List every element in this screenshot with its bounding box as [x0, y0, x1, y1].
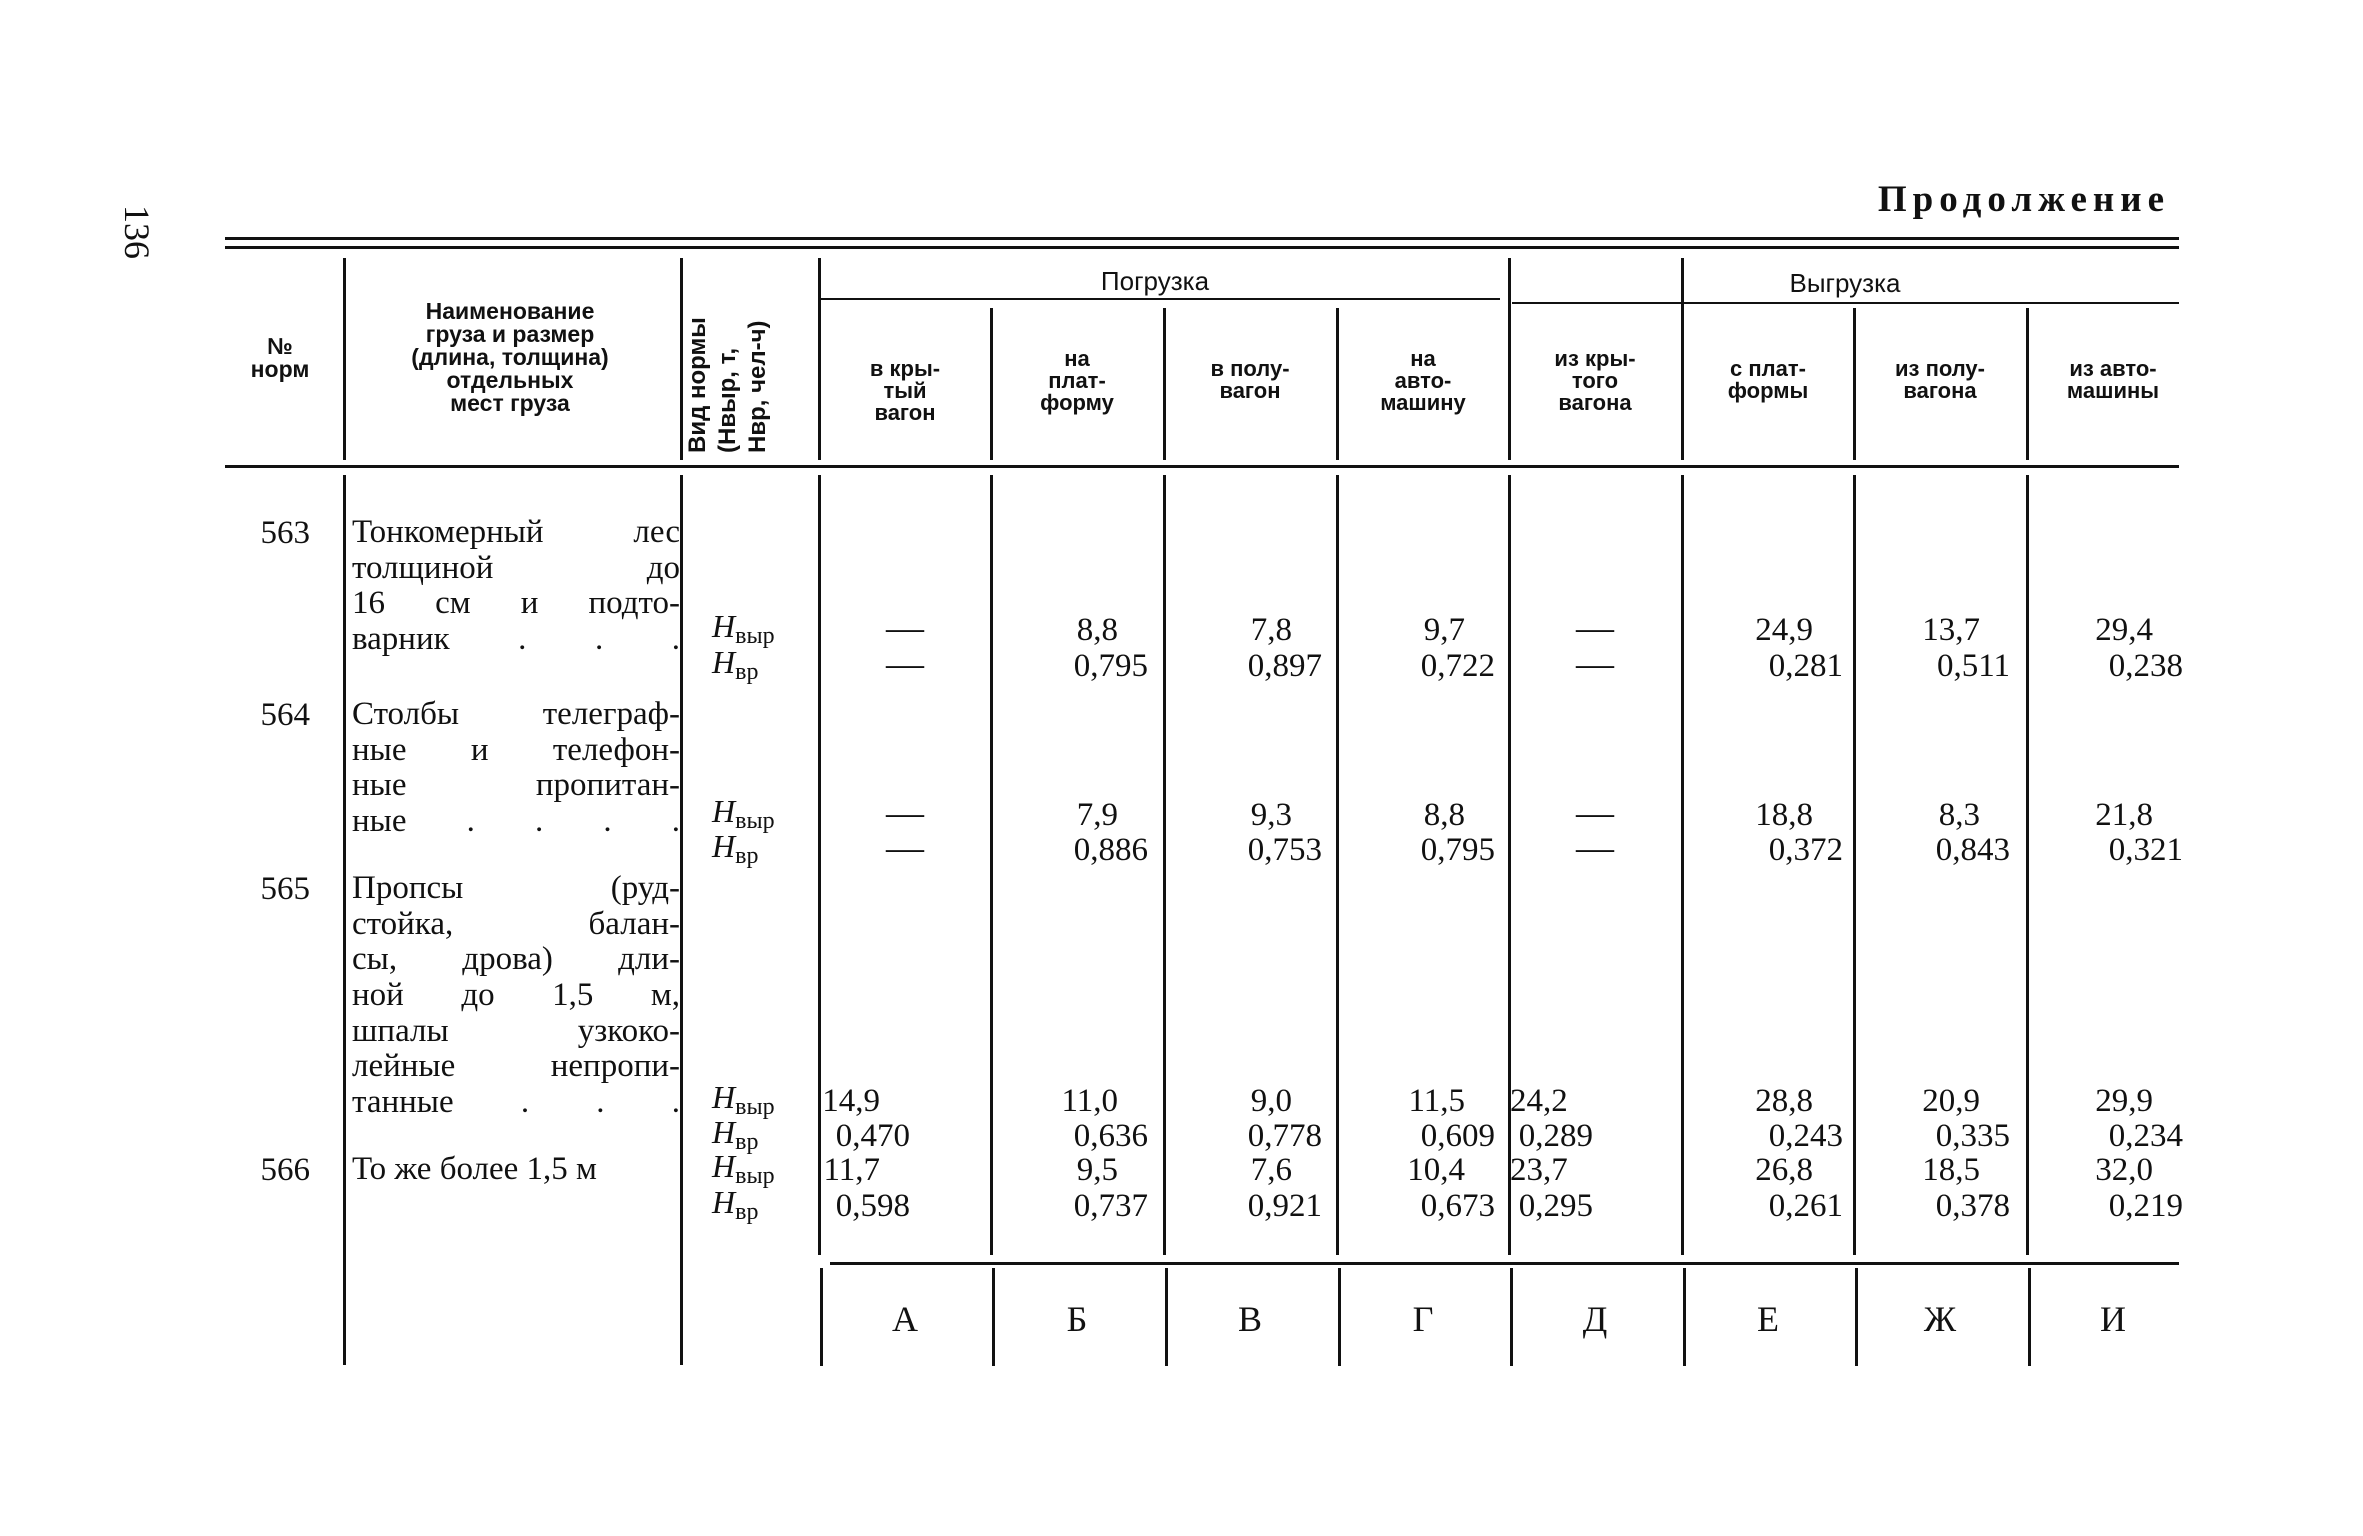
column-divider-8: [1681, 258, 1684, 460]
column-header-1: в кры- тый вагон: [869, 356, 941, 425]
norm-kind-time: $Н_{вр}$: [712, 828, 759, 869]
value-output: 26,8: [1755, 1152, 1813, 1188]
cargo-name-line: сы, дрова) дли-: [352, 941, 680, 978]
page-number: 136: [117, 205, 157, 259]
cargo-name: [352, 697, 680, 840]
value-time: 0,281: [1768, 648, 1843, 684]
column-divider-6: [1336, 308, 1339, 460]
value-time: 0,511: [1936, 648, 2010, 684]
group-divider: [1508, 258, 1511, 308]
header-unloading: Выгрузка: [1789, 268, 1901, 298]
norm-kind-time: $Н_{вр}$: [712, 644, 759, 685]
value-time: 0,737: [1073, 1188, 1148, 1224]
column-divider-4: [990, 308, 993, 460]
value-output: 28,8: [1755, 1083, 1813, 1119]
column-divider-2: [680, 258, 683, 460]
value-output: 7,8: [1250, 612, 1292, 648]
value-output: 32,0: [2095, 1152, 2153, 1188]
column-divider-footer-10: [2028, 1268, 2031, 1366]
group-rule-loading: [820, 298, 1500, 300]
value-output: 24,2: [1510, 1083, 1568, 1119]
top-rule-2: [225, 246, 2179, 249]
norm-kind-output: $Н_{выр}$: [712, 1148, 775, 1189]
value-output: 18,5: [1922, 1152, 1980, 1188]
cargo-name-line: ные пропитан-: [352, 767, 680, 804]
cargo-name-line: Столбы телеграф-: [352, 696, 680, 732]
value-output: 13,7: [1922, 612, 1980, 648]
norm-kind-output: $Н_{выр}$: [712, 1079, 775, 1120]
column-divider-footer-6: [1338, 1268, 1341, 1366]
value-time: 0,243: [1768, 1118, 1843, 1154]
column-header-4: на авто- машину: [1380, 346, 1466, 415]
column-letter: Г: [1412, 1299, 1434, 1339]
value-output: 7,9: [1076, 797, 1118, 833]
value-time: 0,778: [1247, 1118, 1322, 1154]
cargo-name-line: ные и телефон-: [352, 731, 680, 768]
value-output: 14,9: [822, 1083, 880, 1119]
value-output: 23,7: [1510, 1152, 1568, 1188]
value-dash: —: [1576, 607, 1614, 649]
column-divider-footer-5: [1165, 1268, 1168, 1366]
column-divider-5: [1163, 308, 1166, 460]
value-output: 9,0: [1250, 1083, 1292, 1119]
value-output: 7,6: [1250, 1152, 1292, 1188]
column-letter: Е: [1757, 1299, 1779, 1339]
column-divider-body-1: [343, 475, 346, 1365]
value-output: 9,3: [1250, 797, 1292, 833]
column-divider-footer-3: [820, 1268, 823, 1366]
value-output: 9,5: [1076, 1152, 1118, 1188]
cargo-name-line: стойка, балан-: [352, 905, 680, 942]
column-header-5: из кры- того вагона: [1554, 346, 1636, 415]
norm-number: 563: [260, 515, 310, 551]
value-time: 0,921: [1247, 1188, 1322, 1224]
value-output: 10,4: [1407, 1152, 1465, 1188]
column-header-7: из полу- вагона: [1895, 356, 1985, 403]
column-divider-footer-4: [992, 1268, 995, 1366]
column-divider-body-2: [680, 475, 683, 1365]
value-dash: —: [886, 643, 924, 685]
value-time: 0,219: [2108, 1188, 2183, 1224]
cargo-name-line: Тонкомерный лес: [352, 514, 680, 550]
value-output: 29,9: [2095, 1083, 2153, 1119]
header-bottom-rule: [225, 465, 2179, 468]
column-divider-3: [818, 258, 821, 460]
value-time: 0,234: [2108, 1118, 2183, 1154]
value-time: 0,470: [835, 1118, 910, 1154]
column-header-8: из авто- машины: [2066, 356, 2160, 403]
value-time: 0,673: [1420, 1188, 1495, 1224]
column-letter: В: [1237, 1299, 1262, 1339]
value-time: 0,843: [1935, 832, 2010, 868]
value-dash: —: [886, 827, 924, 869]
value-dash: —: [1576, 827, 1614, 869]
norm-kind-output: $Н_{выр}$: [712, 793, 775, 834]
cargo-name: [352, 515, 680, 658]
column-divider-footer-8: [1683, 1268, 1686, 1366]
cargo-name: [352, 871, 680, 1120]
norm-number: 565: [260, 871, 310, 907]
value-output: 24,9: [1755, 612, 1813, 648]
value-output: 21,8: [2095, 797, 2153, 833]
cargo-name-line: варник . . .: [352, 620, 680, 657]
value-output: 18,8: [1755, 797, 1813, 833]
column-divider-10: [2026, 308, 2029, 460]
value-output: 9,7: [1423, 612, 1465, 648]
value-time: 0,609: [1420, 1118, 1495, 1154]
header-no: № норм: [250, 333, 310, 382]
cargo-name-line: 16 см и подто-: [352, 585, 680, 622]
value-time: 0,335: [1935, 1118, 2010, 1154]
column-letter: А: [892, 1299, 918, 1339]
column-divider-7: [1508, 308, 1511, 460]
continuation-label: Продолжение: [1877, 179, 2170, 220]
top-rule: [225, 237, 2179, 240]
value-time: 0,372: [1768, 832, 1843, 868]
header-kind: Вид нормы (Нвыр, т, Нвр, чел-ч): [684, 317, 771, 453]
cargo-name-line: толщиной до: [352, 549, 680, 586]
column-divider-9: [1853, 308, 1856, 460]
value-dash: —: [886, 792, 924, 834]
value-time: 0,295: [1518, 1188, 1593, 1224]
column-header-6: с плат- формы: [1727, 356, 1809, 403]
footer-rule: [830, 1262, 2179, 1265]
column-letter: И: [2100, 1299, 2126, 1339]
value-output: 20,9: [1922, 1083, 1980, 1119]
value-time: 0,289: [1518, 1118, 1593, 1154]
cargo-name-line: ные . . . .: [352, 802, 680, 839]
value-output: 11,7: [823, 1152, 880, 1188]
value-output: 11,5: [1408, 1083, 1465, 1119]
header-loading: Погрузка: [1100, 266, 1210, 296]
value-dash: —: [1576, 792, 1614, 834]
value-time: 0,897: [1247, 648, 1322, 684]
cargo-name-line: То же более 1,5 м: [352, 1151, 597, 1187]
value-time: 0,722: [1420, 648, 1495, 684]
value-output: 8,3: [1938, 797, 1980, 833]
value-time: 0,636: [1073, 1118, 1148, 1154]
column-header-3: в полу- вагон: [1210, 356, 1290, 403]
header-name: Наименование груза и размер (длина, толщина) отдельных мест груза: [411, 298, 609, 416]
value-time: 0,261: [1768, 1188, 1843, 1224]
norm-kind-time: $Н_{вр}$: [712, 1184, 759, 1225]
column-divider-footer-7: [1510, 1268, 1513, 1366]
value-output: 29,4: [2095, 612, 2153, 648]
norm-kind-output: $Н_{выр}$: [712, 608, 775, 649]
norm-number: 564: [260, 697, 310, 733]
cargo-name-line: шпалы узкоко-: [352, 1012, 680, 1049]
value-time: 0,321: [2108, 832, 2183, 868]
norm-kind-time: $Н_{вр}$: [712, 1114, 759, 1155]
column-header-2: на плат- форму: [1040, 346, 1114, 415]
group-rule-unloading: [1512, 302, 2179, 304]
value-time: 0,753: [1247, 832, 1322, 868]
norm-number: 566: [260, 1152, 310, 1188]
value-dash: —: [1576, 643, 1614, 685]
value-output: 8,8: [1076, 612, 1118, 648]
column-letter: Ж: [1923, 1299, 1957, 1339]
value-dash: —: [886, 607, 924, 649]
column-divider-footer-9: [1855, 1268, 1858, 1366]
value-time: 0,795: [1073, 648, 1148, 684]
column-letter: Д: [1582, 1299, 1608, 1339]
cargo-name-line: ной до 1,5 м,: [352, 976, 680, 1013]
value-time: 0,238: [2108, 648, 2183, 684]
cargo-name-line: лейные непропи-: [352, 1048, 680, 1085]
value-time: 0,598: [835, 1188, 910, 1224]
cargo-name: [352, 1152, 680, 1188]
value-time: 0,378: [1935, 1188, 2010, 1224]
value-output: 11,0: [1061, 1083, 1118, 1119]
cargo-name-line: Пропсы (руд-: [352, 870, 680, 906]
column-letter: Б: [1066, 1299, 1088, 1339]
value-time: 0,886: [1073, 832, 1148, 868]
value-time: 0,795: [1420, 832, 1495, 868]
value-output: 8,8: [1423, 797, 1465, 833]
cargo-name-line: танные . . .: [352, 1083, 680, 1120]
column-divider-1: [343, 258, 346, 460]
